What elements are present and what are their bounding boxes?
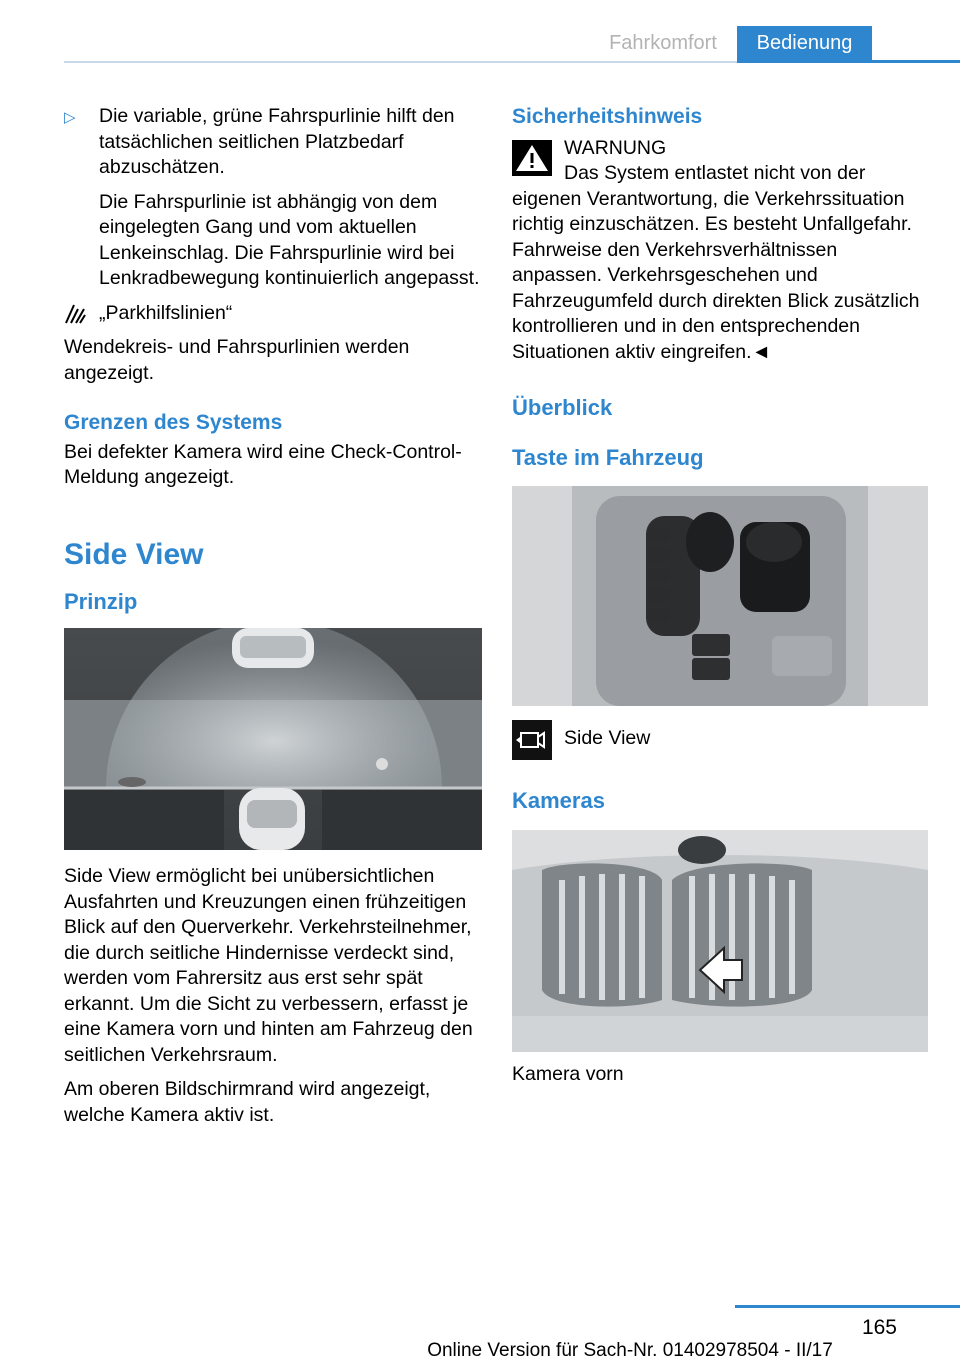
page-number: 165: [861, 1316, 897, 1339]
side-view-camera-icon: [512, 720, 552, 760]
footer-accent-rule: [735, 1305, 960, 1308]
parking-lines-item: [64, 301, 482, 327]
front-camera-image: [512, 830, 928, 1052]
side-view-principle-image: [64, 628, 482, 850]
parking-lines-label: „Parkhilfslinien“: [99, 301, 233, 324]
paragraph: Am oberen Bildschirmrand wird angezeigt, welche Kamera aktiv ist.: [64, 1078, 431, 1126]
header-section-tab[interactable]: Fahrkomfort: [609, 32, 717, 54]
section-heading: Taste im Fahrzeug: [512, 444, 704, 470]
warning-text: [512, 161, 930, 365]
page-header: [0, 26, 960, 62]
bullet-item: [64, 104, 482, 181]
image-caption: Kamera vorn: [512, 1062, 624, 1085]
warning-text-content: Das System entlastet nicht von der eigenen Verantwortung, die Verkehrssituation richtig einzuschätzen. Es besteht Unfallgefahr. Fahrweise den Verkehrsverhältnissen anpassen. Verkehrsgeschehen und Fahrzeugumfeld durch direkten Blick zusätzlich kontrollieren und in den entsprechenden Situationen aktiv eingreifen.◄: [512, 162, 920, 363]
paragraph: Bei defekter Kamera wird eine Check-Control-Meldung angezeigt.: [64, 440, 462, 488]
paragraph: Wendekreis- und Fahrspurlinien werden angezeigt.: [64, 336, 410, 384]
bullet-continuation: Die Fahrspurlinie ist abhängig von dem eingelegten Gang und vom aktuellen Lenkeinschlag. Die Fahrspurlinie wird bei Lenkradbewegung kontinuierlich angepasst.: [99, 190, 480, 289]
bullet-text: Die variable, grüne Fahrspurlinie hilft den tatsächlichen seitlichen Platzbedarf abzuschätzen.: [99, 105, 455, 178]
header-accent-rule: [737, 60, 960, 63]
right-column: [512, 104, 930, 1096]
section-heading: Prinzip: [64, 588, 138, 614]
paragraph: Side View ermöglicht bei unübersichtlichen Ausfahrten und Kreuzungen einen frühzeitigen Blick auf den Querverkehr. Verkehrsteilnehmer, die durch seitliche Hindernisse verdeckt sind, werden vom Fahrersitz aus erst sehr spät erkannt. Um die Sicht zu verbessern, erfasst je eine Kamera vorn und hinten am Fahrzeug den seitlichen Verkehrsraum.: [64, 865, 473, 1066]
side-view-button-item: [512, 720, 930, 760]
side-view-label: Side View: [564, 727, 651, 749]
warning-block: [512, 136, 930, 162]
chapter-heading: Überblick: [512, 395, 613, 420]
warning-triangle-icon: [512, 140, 552, 176]
parking-lines-icon: [64, 303, 86, 325]
online-version-note: Online Version für Sach-Nr. 01402978504 - II/17: [427, 1340, 833, 1361]
left-column: [64, 104, 482, 1137]
warning-title: WARNUNG: [564, 136, 667, 159]
section-heading: Sicherheitshinweis: [512, 105, 703, 128]
header-active-tab[interactable]: Bedienung: [737, 26, 872, 62]
section-heading: Grenzen des Systems: [64, 411, 283, 434]
center-console-image: [512, 486, 928, 706]
chapter-heading: Side View: [64, 537, 204, 571]
section-heading: Kameras: [512, 788, 605, 813]
triangle-bullet-icon: ▷: [64, 109, 76, 126]
